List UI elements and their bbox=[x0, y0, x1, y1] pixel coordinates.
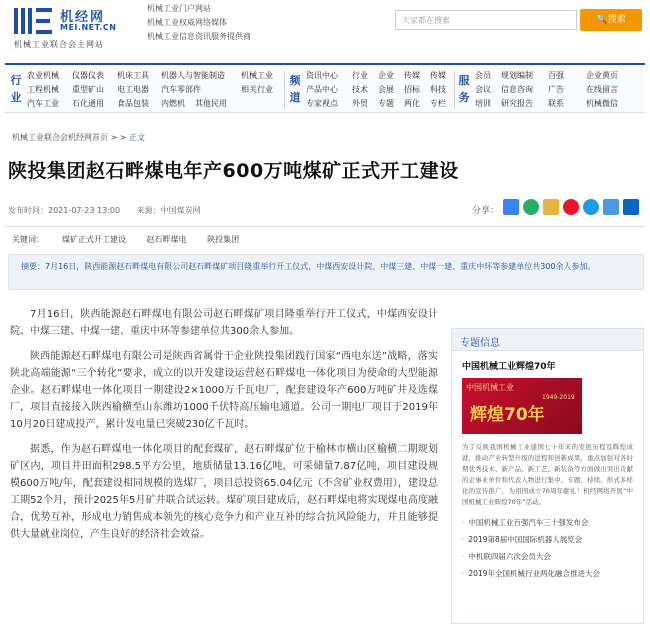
nav-item[interactable]: 专栏 bbox=[430, 99, 446, 108]
topic-list bbox=[452, 512, 643, 584]
nav-item[interactable]: 汽车零部件 bbox=[161, 85, 201, 94]
nav-item[interactable]: 企业 bbox=[378, 71, 394, 80]
keywords bbox=[12, 234, 257, 245]
nav-item[interactable]: 规划编制 bbox=[501, 71, 533, 80]
article-body bbox=[10, 306, 438, 551]
qzone-icon[interactable] bbox=[543, 199, 559, 215]
list-item[interactable]: · 中国机械工业百强汽车三十强发布会 bbox=[462, 514, 633, 531]
article-source: 来源：中国煤炭网 bbox=[136, 206, 201, 215]
list-item[interactable]: · 2019年全国机械行业两化融合推进大会 bbox=[462, 565, 633, 582]
search-icon: 🔍 bbox=[596, 15, 608, 25]
slogan-3: 机械工业信息资讯服务提供商 bbox=[147, 32, 251, 41]
linkedin-icon[interactable] bbox=[623, 199, 639, 215]
site-header bbox=[0, 0, 650, 60]
promo-banner-line2: 辉煌70年 bbox=[470, 405, 545, 425]
nav-item[interactable]: 会议 bbox=[475, 85, 491, 94]
logo-text-cn: 机经网 bbox=[60, 10, 106, 25]
nav-item[interactable]: 农业机械 bbox=[27, 71, 59, 80]
promo-banner-years: 1949-2019 bbox=[542, 394, 575, 401]
list-item[interactable]: · 中机联四届六次会员大会 bbox=[462, 548, 633, 565]
nav-item[interactable]: 会展 bbox=[378, 85, 394, 94]
nav-item[interactable]: 信息咨询 bbox=[501, 85, 533, 94]
nav-item[interactable]: 科技 bbox=[430, 85, 446, 94]
search-button-label: 搜索 bbox=[607, 15, 626, 25]
nav-item[interactable]: 联系 bbox=[548, 99, 564, 108]
page-title: 陕投集团赵石畔煤电年产600万吨煤矿正式开工建设 bbox=[8, 160, 459, 182]
nav-item[interactable]: 汽车工业 bbox=[27, 99, 59, 108]
article-meta bbox=[8, 205, 215, 216]
nav-item[interactable]: 机床工具 bbox=[117, 71, 149, 80]
nav-item[interactable]: 技术 bbox=[352, 85, 368, 94]
logo-subtitle: 机械工业联合会主网站 bbox=[14, 40, 104, 49]
nav-industry-label: 行业 bbox=[10, 74, 22, 104]
nav-item[interactable]: 食品包装 bbox=[117, 99, 149, 108]
nav-item[interactable]: 专家视点 bbox=[306, 99, 338, 108]
nav-channel-label: 频道 bbox=[289, 74, 301, 104]
main-nav bbox=[5, 63, 645, 113]
promo-title[interactable]: 中国机械工业辉煌70年 bbox=[462, 362, 556, 372]
promo-banner[interactable] bbox=[462, 378, 582, 434]
nav-item[interactable]: 在线留言 bbox=[586, 85, 618, 94]
logo-text-en: MEI.NET.CN bbox=[60, 23, 117, 32]
article-paragraph: 陕西能源赵石畔煤电有限公司是陕西省属骨干企业陕投集团践行国家“西电东送”战略，落实陕北高端能源“三个转化”要求，成立的以开发建设运营赵石畔煤电一体化项目为使命的大型能源企业。赵石畔煤电一体化项目一期建设2×1000万千瓦电厂，配套建设年产600万吨矿井及选煤厂，项目直接接入陕西榆横至山东潍坊1000千伏特高压输电通道。公司一期电厂项目于2019年10月20日建成投产，累计发电量已突破230亿千瓦时。 bbox=[10, 351, 438, 430]
keyword-tag[interactable]: 陕投集团 bbox=[207, 235, 240, 244]
nav-item[interactable]: 产品中心 bbox=[306, 85, 338, 94]
publish-time: 发布时间：2021-07-23 13:00 bbox=[8, 206, 121, 215]
divider bbox=[5, 226, 645, 227]
article-summary: 摘要：7月16日，陕西能源赵石畔煤电有限公司赵石畔煤矿项目隆重举行开工仪式，中煤西安设计院、中煤三建、中煤一建、重庆中环等参建单位共300余人参加。 bbox=[8, 254, 644, 290]
nav-divider bbox=[284, 71, 285, 109]
site-logo[interactable] bbox=[14, 6, 136, 52]
nav-service-label: 服务 bbox=[458, 74, 470, 104]
nav-item[interactable]: 会员 bbox=[475, 71, 491, 80]
nav-item[interactable]: 企业黄页 bbox=[586, 71, 618, 80]
keywords-label: 关键词： 煤矿正式开工建设 bbox=[12, 235, 126, 244]
topic-sidebar bbox=[451, 328, 644, 624]
nav-item[interactable]: 专题 bbox=[378, 99, 394, 108]
nav-item[interactable]: 其他民用 bbox=[195, 99, 227, 108]
nav-item[interactable]: 仪器仪表 bbox=[72, 71, 104, 80]
search-input[interactable]: 大家都在搜索 bbox=[395, 10, 577, 30]
wechat-icon[interactable] bbox=[523, 199, 539, 215]
promo-description: 为了反映我国机械工业建国七十年来的发展历程及辉煌成就，推动产业转型升级的进程和创新成果，重点加强对各时期优秀技术、新产品、新工艺、新装备等方面做出突出贡献的企事业单位和代表人物进行集中、专题、持续、形式多样化的宣传推广，为祖国成立70周年献礼！机经网将开展“中国机械工业辉煌70年”活动。 bbox=[462, 443, 633, 506]
weibo-icon[interactable] bbox=[563, 199, 579, 215]
search-button[interactable] bbox=[580, 9, 642, 31]
nav-item[interactable]: 外贸 bbox=[352, 99, 368, 108]
breadcrumb-home[interactable]: 机械工业联合会机经网首页 bbox=[12, 133, 108, 142]
nav-item[interactable]: 传媒 bbox=[404, 71, 420, 80]
nav-item[interactable]: 重型矿山 bbox=[72, 85, 104, 94]
nav-item[interactable]: 相关行业 bbox=[241, 85, 273, 94]
breadcrumb-separator: > > bbox=[108, 133, 130, 142]
nav-divider bbox=[454, 71, 455, 109]
nav-item[interactable]: 行业 bbox=[352, 71, 368, 80]
nav-item[interactable]: 研究报告 bbox=[501, 99, 533, 108]
share-label: 分享： bbox=[472, 206, 500, 216]
nav-item[interactable]: 资讯中心 bbox=[306, 71, 338, 80]
share-plus-icon[interactable] bbox=[503, 199, 519, 215]
keyword-tag[interactable]: 煤矿正式开工建设 bbox=[62, 235, 126, 244]
breadcrumb-current: 正文 bbox=[129, 133, 146, 142]
qq-icon[interactable] bbox=[583, 199, 599, 215]
nav-item[interactable]: 机器人与智能制造 bbox=[161, 71, 225, 80]
nav-item[interactable]: 广告 bbox=[548, 85, 564, 94]
list-item[interactable]: · 2019第8届中国国际机器人展览会 bbox=[462, 531, 633, 548]
nav-item[interactable]: 石化通用 bbox=[72, 99, 104, 108]
keyword-tag[interactable]: 赵石畔煤电 bbox=[146, 235, 187, 244]
article-paragraph: 7月16日，陕西能源赵石畔煤电有限公司赵石畔煤矿项目隆重举行开工仪式，中煤西安设计院、中煤三建、中煤一建、重庆中环等参建单位共300余人参加。 bbox=[10, 309, 438, 337]
promo-banner-line1: 中国机械工业 bbox=[466, 383, 514, 392]
tencent-weibo-icon[interactable] bbox=[603, 199, 619, 215]
nav-item[interactable]: 传媒 bbox=[430, 71, 446, 80]
sidebar-heading: 专题信息 bbox=[452, 329, 643, 351]
logo-mark-icon bbox=[14, 8, 54, 34]
nav-item[interactable]: 两化 bbox=[404, 99, 420, 108]
nav-item[interactable]: 机械工业 bbox=[241, 71, 273, 80]
breadcrumb bbox=[12, 132, 145, 143]
article-paragraph: 据悉，作为赵石畔煤电一体化项目的配套煤矿，赵石畔煤矿位于榆林市横山区榆横二期规划矿区内，项目井田面积298.5平方公里，地质储量13.16亿吨，可采储量7.87亿吨，项目建设规模600万吨/年，配套建设相同规模的选煤厂，项目总投资65.04亿元（不含矿业权费用），建设总工期52个月，预计2025年5月矿井联合试运转。煤矿项目建成后，赵石畔煤电将实现煤电高度融合，优势互补，形成电力销售成本领先的核心竞争力和产业互补的综合抗风险能力，并且能够提供大量就业岗位，产生良好的经济社会效益。 bbox=[10, 444, 438, 540]
nav-item[interactable]: 电工电器 bbox=[117, 85, 149, 94]
nav-item[interactable]: 机械微信 bbox=[586, 99, 618, 108]
slogan-1: 机械工业门户网站 bbox=[147, 4, 211, 13]
header-slogans bbox=[147, 2, 251, 44]
nav-item[interactable]: 招标 bbox=[404, 85, 420, 94]
nav-item[interactable]: 培训 bbox=[475, 99, 491, 108]
nav-item[interactable]: 工程机械 bbox=[27, 85, 59, 94]
slogan-2: 机械工业权威网络媒体 bbox=[147, 18, 227, 27]
nav-item[interactable]: 内燃机 bbox=[161, 99, 185, 108]
nav-item[interactable]: 百强 bbox=[548, 71, 564, 80]
share-icons bbox=[503, 199, 643, 219]
